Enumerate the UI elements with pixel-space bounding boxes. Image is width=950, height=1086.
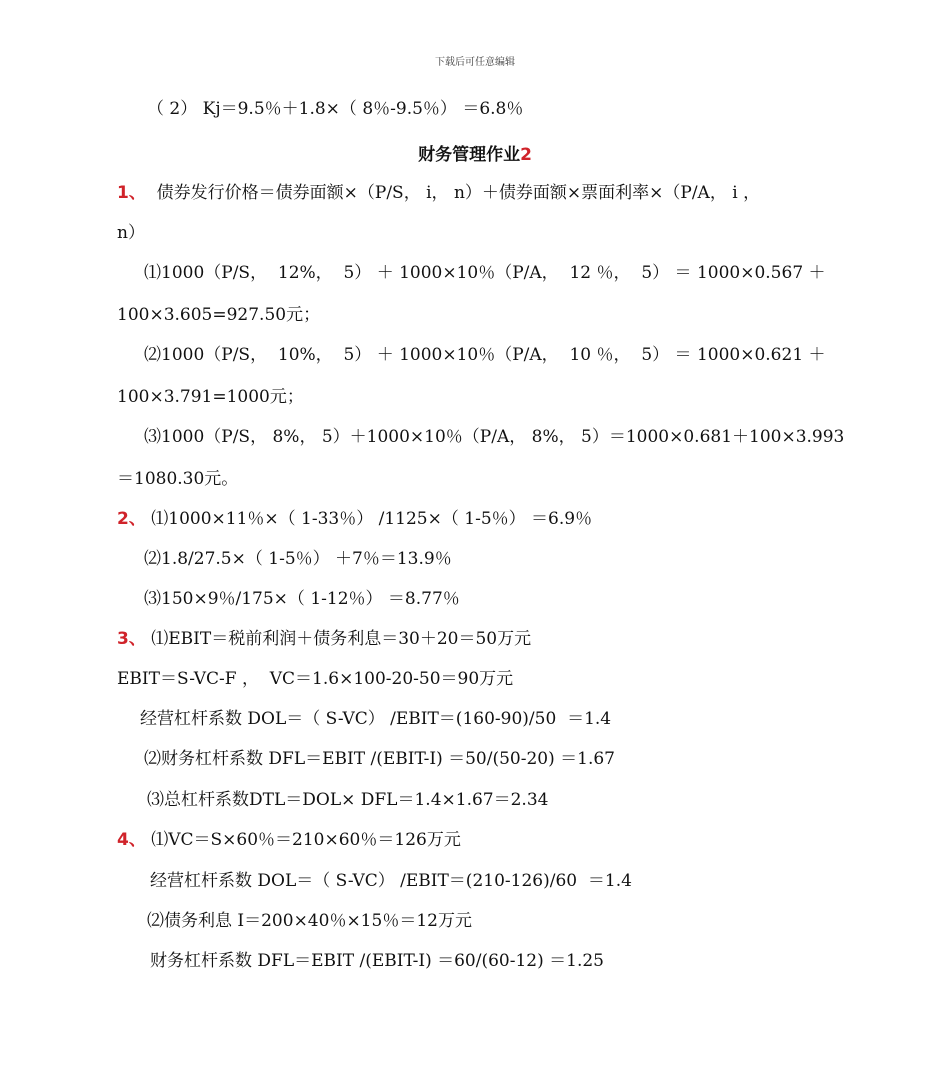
text-line bbox=[117, 829, 461, 851]
text-line bbox=[144, 548, 452, 570]
section-title bbox=[0, 140, 950, 165]
text-line bbox=[150, 870, 632, 892]
line-text: ⑴1000×11％×（ 1-33％） /1125×（ 1-5％） ＝6.9％ bbox=[145, 509, 593, 529]
text-line bbox=[117, 668, 513, 690]
line-text: 经营杠杆系数 DOL＝（ S-VC） /EBIT＝(210-126)/60 ＝1.4 bbox=[150, 871, 632, 891]
text-line bbox=[140, 708, 611, 730]
question-number: 3、 bbox=[117, 629, 146, 649]
text-line bbox=[144, 426, 844, 448]
text-line bbox=[144, 344, 826, 366]
text-line bbox=[147, 910, 472, 932]
question-number: 4、 bbox=[117, 830, 146, 850]
line-text: ⑶总杠杆系数DTL＝DOL× DFL＝1.4×1.67＝2.34 bbox=[147, 790, 549, 810]
line-text: 100×3.791=1000元； bbox=[117, 387, 304, 407]
text-line bbox=[117, 628, 531, 650]
text-line bbox=[117, 508, 592, 530]
title-text: 财务管理作业 bbox=[418, 145, 521, 165]
line-text: ⑴VC＝S×60％＝210×60％＝126万元 bbox=[145, 830, 461, 850]
text-line bbox=[117, 222, 145, 244]
line-text: 债券发行价格＝债券面额×（P/S， i， n）＋债券面额×票面利率×（P/A， i ， bbox=[145, 183, 761, 203]
line-text: ＝1080.30元。 bbox=[117, 469, 239, 489]
text-line bbox=[150, 950, 604, 972]
line-text: ⑴EBIT＝税前利润＋债务利息＝30＋20＝50万元 bbox=[145, 629, 532, 649]
line-text: 100×3.605=927.50元； bbox=[117, 305, 321, 325]
line-text: ⑴1000（P/S， 12%， 5） ＋ 1000×10％（P/A， 12 ％， 5） ＝ 1000×0.567 ＋ bbox=[144, 263, 826, 283]
line-text: EBIT＝S-VC-F ， VC＝1.6×100-20-50＝90万元 bbox=[117, 669, 514, 689]
text-line bbox=[147, 789, 548, 811]
line-text: ⑶1000（P/S， 8%， 5）＋1000×10％（P/A， 8%， 5）＝1000×0.681＋100×3.993 bbox=[144, 427, 845, 447]
question-number: 2、 bbox=[117, 509, 146, 529]
title-number: 2 bbox=[520, 145, 532, 165]
text-line bbox=[147, 98, 523, 120]
line-text: （ 2） Kj＝9.5％＋1.8×（ 8％-9.5％） ＝6.8％ bbox=[147, 99, 524, 119]
page-header: 下载后可任意编辑 bbox=[435, 57, 515, 68]
text-line bbox=[117, 386, 304, 408]
text-line bbox=[144, 748, 615, 770]
text-line bbox=[117, 182, 760, 204]
text-line bbox=[144, 262, 826, 284]
text-line bbox=[144, 588, 460, 610]
text-line bbox=[117, 468, 238, 490]
line-text: ⑵财务杠杆系数 DFL＝EBIT /(EBIT-I) ＝50/(50-20) ＝1.67 bbox=[144, 749, 615, 769]
question-number: 1、 bbox=[117, 183, 146, 203]
line-text: ⑵债务利息 I＝200×40％×15％＝12万元 bbox=[147, 911, 472, 931]
text-line bbox=[117, 304, 320, 326]
line-text: ⑵1000（P/S， 10%， 5） ＋ 1000×10％（P/A， 10 ％， 5） ＝ 1000×0.621 ＋ bbox=[144, 345, 826, 365]
line-text: 经营杠杆系数 DOL＝（ S-VC） /EBIT＝(160-90)/50 ＝1.4 bbox=[140, 709, 612, 729]
line-text: n） bbox=[117, 223, 145, 243]
line-text: ⑵1.8/27.5×（ 1-5％） ＋7％＝13.9％ bbox=[144, 549, 452, 569]
line-text: ⑶150×9％/175×（ 1-12％） ＝8.77％ bbox=[144, 589, 460, 609]
line-text: 财务杠杆系数 DFL＝EBIT /(EBIT-I) ＝60/(60-12) ＝1.25 bbox=[150, 951, 604, 971]
